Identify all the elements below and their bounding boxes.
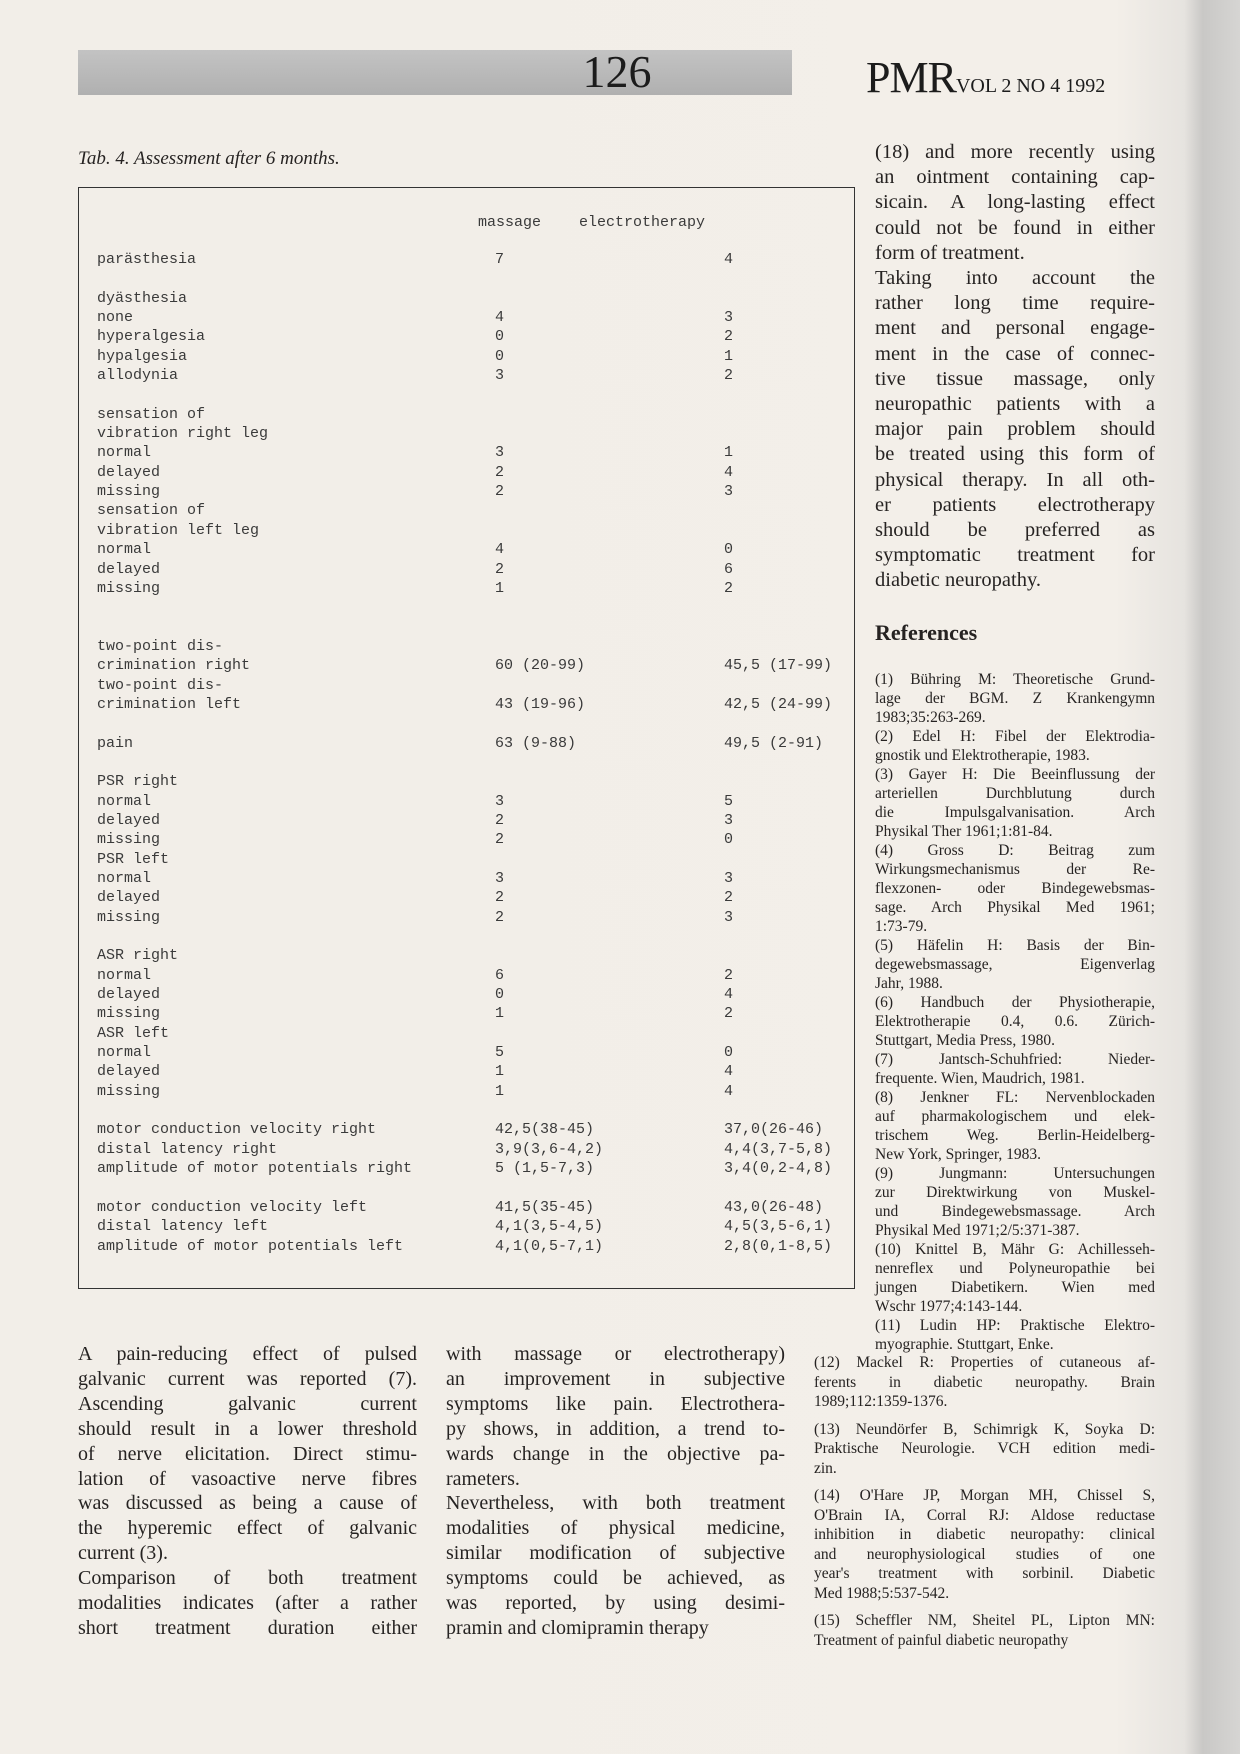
- row-label: hyperalgesia: [97, 328, 206, 346]
- massage-value: 3: [495, 444, 505, 462]
- table-row: [97, 269, 847, 288]
- table-row: [97, 927, 847, 946]
- text-line: (6) Handbuch der Physiotherapie,: [875, 994, 1155, 1011]
- text-line: Treatment of painful diabetic neuropathy: [814, 1631, 1069, 1649]
- text-line: was reported, by using desimi-: [446, 1592, 785, 1615]
- table-row: [97, 540, 847, 559]
- row-label: missing: [97, 908, 161, 926]
- table-body: [97, 250, 847, 1256]
- text-line: should be preferred as: [875, 519, 1155, 542]
- row-label: normal: [97, 966, 152, 984]
- electrotherapy-value: 4,4(3,7-5,8): [724, 1140, 833, 1158]
- reference-item: [814, 1353, 1155, 1412]
- table-row: [97, 385, 847, 404]
- massage-value: 6: [495, 966, 505, 984]
- electrotherapy-value: 2: [724, 966, 734, 984]
- table-row: [97, 695, 847, 714]
- text-line: be treated using this form of: [875, 443, 1155, 466]
- text-line: short treatment duration either: [78, 1616, 417, 1639]
- table-row: [97, 714, 847, 733]
- row-label: normal: [97, 1044, 152, 1062]
- reference-item: [875, 936, 1155, 993]
- reference-item: [814, 1611, 1155, 1650]
- text-line: gnostik und Elektrotherapie, 1983.: [875, 747, 1090, 764]
- electrotherapy-value: 2: [724, 367, 734, 385]
- page-number: 126: [582, 46, 652, 97]
- text-line: New York, Springer, 1983.: [875, 1146, 1042, 1163]
- references-list-b: [814, 1353, 1155, 1658]
- text-line: ment in the case of connec-: [875, 342, 1155, 365]
- massage-value: 0: [495, 328, 505, 346]
- row-label: hypalgesia: [97, 347, 188, 365]
- text-line: with massage or electrotherapy): [446, 1343, 785, 1365]
- text-line: 1989;112:1359-1376.: [814, 1393, 948, 1410]
- text-line: (14) O'Hare JP, Morgan MH, Chissel S,: [814, 1487, 1155, 1504]
- text-line: physical therapy. In all oth-: [875, 468, 1155, 491]
- massage-value: 4,1(3,5-4,5): [495, 1218, 604, 1236]
- paragraph: [875, 140, 1155, 266]
- massage-value: 0: [495, 347, 505, 365]
- text-line: major pain problem should: [875, 418, 1155, 441]
- text-line: wards change in the objective pa-: [446, 1442, 785, 1465]
- text-line: degewebsmassage, Eigenverlag: [875, 956, 1155, 973]
- table-row: [97, 347, 847, 366]
- electrotherapy-value: 4: [724, 986, 734, 1004]
- table-row: [97, 308, 847, 327]
- row-label: sensation of: [97, 502, 206, 520]
- table-row: [97, 1004, 847, 1023]
- electrotherapy-value: 4: [724, 463, 734, 481]
- table-row: [97, 501, 847, 520]
- text-line: of nerve elicitation. Direct stimu-: [78, 1442, 417, 1465]
- massage-value: 0: [495, 986, 505, 1004]
- massage-value: 4,1(0,5-7,1): [495, 1237, 604, 1255]
- text-line: Wschr 1977;4:143-144.: [875, 1298, 1023, 1315]
- text-line: und Bindegewebsmassage. Arch: [875, 1203, 1155, 1220]
- text-line: form of treatment.: [875, 241, 1025, 264]
- column-header-massage: massage: [478, 214, 542, 231]
- journal-issue: VOL 2 NO 4 1992: [955, 75, 1106, 97]
- text-line: rather long time require-: [875, 292, 1155, 315]
- electrotherapy-value: 3,4(0,2-4,8): [724, 1160, 833, 1178]
- massage-value: 2: [495, 831, 505, 849]
- table-row: [97, 734, 847, 753]
- text-line: pramin and clomipramin therapy: [446, 1616, 709, 1639]
- table-row: [97, 618, 847, 637]
- text-line: an ointment containing cap-: [875, 166, 1155, 189]
- text-line: 1983;35:263-269.: [875, 709, 986, 726]
- row-label: ASR right: [97, 947, 179, 965]
- text-line: Stuttgart, Media Press, 1980.: [875, 1032, 1055, 1049]
- row-label: two-point dis-: [97, 676, 224, 694]
- row-label: delayed: [97, 986, 161, 1004]
- text-line: Ascending galvanic current: [78, 1392, 417, 1415]
- text-line: (15) Scheffler NM, Sheitel PL, Lipton MN:: [814, 1612, 1155, 1629]
- text-line: er patients electrotherapy: [875, 493, 1155, 516]
- table-row: [97, 985, 847, 1004]
- reference-item: [875, 1050, 1155, 1088]
- column-header-electrotherapy: electrotherapy: [579, 214, 706, 231]
- electrotherapy-value: 3: [724, 870, 734, 887]
- electrotherapy-value: 4: [724, 1063, 734, 1081]
- electrotherapy-value: 6: [724, 560, 734, 578]
- table-row: [97, 1140, 847, 1159]
- massage-value: 2: [495, 463, 505, 481]
- paragraph: [446, 1342, 785, 1491]
- text-line: (4) Gross D: Beitrag zum: [875, 842, 1155, 859]
- journal-title: [866, 52, 1105, 103]
- text-line: should result in a lower threshold: [78, 1417, 417, 1440]
- table-row: [97, 637, 847, 656]
- massage-value: 7: [495, 251, 505, 268]
- massage-value: 41,5(35-45): [495, 1198, 595, 1216]
- row-label: delayed: [97, 1063, 161, 1081]
- massage-value: 5 (1,5-7,3): [495, 1160, 595, 1178]
- text-line: year's treatment with sorbinil. Diabetic: [814, 1565, 1155, 1582]
- table-row: [97, 656, 847, 675]
- text-line: Comparison of both treatment: [78, 1567, 417, 1590]
- row-label: distal latency right: [97, 1140, 278, 1158]
- text-line: Elektrotherapie 0.4, 0.6. Zürich-: [875, 1013, 1155, 1030]
- electrotherapy-value: 37,0(26-46): [724, 1121, 824, 1139]
- text-line: lation of vasoactive nerve fibres: [78, 1467, 417, 1490]
- row-label: vibration left leg: [97, 521, 260, 539]
- text-line: jungen Diabetikern. Wien med: [875, 1279, 1155, 1296]
- electrotherapy-value: 45,5 (17-99): [724, 657, 833, 675]
- electrotherapy-value: 2: [724, 579, 734, 597]
- text-line: could not be found in either: [875, 216, 1155, 239]
- electrotherapy-value: 4: [724, 251, 734, 268]
- reference-item: [875, 1316, 1155, 1354]
- text-line: symptoms like pain. Electrothera-: [446, 1392, 785, 1415]
- row-label: PSR right: [97, 773, 179, 791]
- table-row: [97, 1101, 847, 1120]
- row-label: normal: [97, 870, 152, 887]
- text-line: myographie. Stuttgart, Enke.: [875, 1336, 1054, 1353]
- paragraph: [78, 1566, 417, 1641]
- table-row: [97, 424, 847, 443]
- table-row: [97, 1062, 847, 1081]
- table-row: [97, 463, 847, 482]
- text-line: (3) Gayer H: Die Beeinflussung der: [875, 766, 1155, 783]
- electrotherapy-value: 42,5 (24-99): [724, 695, 833, 713]
- electrotherapy-value: 1: [724, 347, 734, 365]
- text-line: neuropathic patients with a: [875, 393, 1155, 416]
- table-row: [97, 366, 847, 385]
- journal-name: PMR: [866, 53, 956, 102]
- electrotherapy-value: 0: [724, 541, 734, 559]
- row-label: PSR left: [97, 850, 170, 868]
- massage-value: 3: [495, 792, 505, 810]
- text-line: flexzonen- oder Bindegewebsmas-: [875, 880, 1155, 897]
- table-row: [97, 888, 847, 907]
- text-line: die Impulsgalvanisation. Arch: [875, 804, 1155, 821]
- references-heading: References: [875, 620, 978, 645]
- text-line: A pain-reducing effect of pulsed: [78, 1343, 417, 1365]
- row-label: amplitude of motor potentials left: [97, 1237, 404, 1255]
- text-line: zur Direktwirkung von Muskel-: [875, 1184, 1155, 1201]
- row-label: parästhesia: [97, 251, 197, 268]
- reference-item: [875, 1240, 1155, 1316]
- text-line: rameters.: [446, 1467, 520, 1490]
- text-line: arteriellen Durchblutung durch: [875, 785, 1155, 802]
- electrotherapy-value: 2: [724, 1005, 734, 1023]
- massage-value: 1: [495, 1082, 505, 1100]
- text-line: similar modification of subjective: [446, 1542, 785, 1565]
- row-label: delayed: [97, 463, 161, 481]
- reference-item: [875, 1088, 1155, 1164]
- massage-value: 60 (20-99): [495, 657, 586, 675]
- text-line: (8) Jenkner FL: Nervenblockaden: [875, 1089, 1155, 1106]
- row-label: allodynia: [97, 367, 179, 385]
- row-label: pain: [97, 734, 134, 752]
- row-label: missing: [97, 579, 161, 597]
- table-row: [97, 598, 847, 617]
- table-row: [97, 792, 847, 811]
- row-label: delayed: [97, 560, 161, 578]
- references-list-a: [875, 670, 1155, 1354]
- massage-value: 63 (9-88): [495, 734, 577, 752]
- row-label: two-point dis-: [97, 637, 224, 655]
- text-line: the hyperemic effect of galvanic: [78, 1517, 417, 1540]
- text-line: Wirkungsmechanismus der Re-: [875, 861, 1155, 878]
- electrotherapy-value: 2: [724, 889, 734, 907]
- electrotherapy-value: 2,8(0,1-8,5): [724, 1237, 833, 1255]
- text-line: sicain. A long-lasting effect: [875, 191, 1155, 214]
- right-column-text: [875, 140, 1155, 594]
- massage-value: 3,9(3,6-4,2): [495, 1140, 604, 1158]
- massage-value: 42,5(38-45): [495, 1121, 595, 1139]
- electrotherapy-value: 43,0(26-48): [724, 1198, 824, 1216]
- table-row: [97, 946, 847, 965]
- table-row: [97, 966, 847, 985]
- table-row: [97, 1179, 847, 1198]
- row-label: distal latency left: [97, 1218, 269, 1236]
- table-row: [97, 869, 847, 888]
- electrotherapy-value: 3: [724, 908, 734, 926]
- text-line: modalities indicates (after a rather: [78, 1592, 417, 1615]
- row-label: normal: [97, 541, 152, 559]
- text-line: ferents in diabetic neuropathy. Brain: [814, 1373, 1155, 1391]
- row-label: crimination right: [97, 657, 251, 675]
- table-row: [97, 772, 847, 791]
- text-line: galvanic current was reported (7).: [78, 1367, 417, 1390]
- text-line: (13) Neundörfer B, Schimrigk K, Soyka D:: [814, 1420, 1155, 1438]
- text-line: (12) Mackel R: Properties of cutaneous af-: [814, 1354, 1155, 1371]
- text-line: sage. Arch Physikal Med 1961;: [875, 899, 1155, 916]
- table-row: [97, 753, 847, 772]
- row-label: normal: [97, 444, 152, 462]
- reference-item: [814, 1420, 1155, 1479]
- massage-value: 1: [495, 579, 505, 597]
- row-label: vibration right leg: [97, 425, 269, 443]
- massage-value: 3: [495, 367, 505, 385]
- table-row: [97, 482, 847, 501]
- table-row: [97, 579, 847, 598]
- massage-value: 4: [495, 541, 505, 559]
- row-label: missing: [97, 831, 161, 849]
- table-row: [97, 830, 847, 849]
- text-line: inhibition in diabetic neuropathy: clinical: [814, 1526, 1155, 1543]
- text-line: frequente. Wien, Maudrich, 1981.: [875, 1070, 1085, 1087]
- text-line: symptoms could be achieved, as: [446, 1567, 785, 1590]
- table-row: [97, 676, 847, 695]
- table-row: [97, 1198, 847, 1217]
- massage-value: 2: [495, 560, 505, 578]
- text-line: nenreflex und Polyneuropathie bei: [875, 1260, 1155, 1277]
- table-row: [97, 560, 847, 579]
- table-row: [97, 1043, 847, 1062]
- row-label: missing: [97, 1082, 161, 1100]
- table-row: [97, 1217, 847, 1236]
- body-column-2: [446, 1342, 785, 1641]
- text-line: diabetic neuropathy.: [875, 569, 1042, 592]
- row-label: sensation of: [97, 405, 206, 423]
- massage-value: 2: [495, 889, 505, 907]
- electrotherapy-value: 1: [724, 444, 734, 462]
- text-line: an improvement in subjective: [446, 1367, 785, 1390]
- electrotherapy-value: 3: [724, 483, 734, 501]
- text-line: Physikal Ther 1961;1:81-84.: [875, 823, 1053, 840]
- row-label: missing: [97, 1005, 161, 1023]
- text-line: (1) Bühring M: Theoretische Grund-: [875, 671, 1155, 688]
- massage-value: 5: [495, 1044, 505, 1062]
- table-row: [97, 521, 847, 540]
- paragraph: [78, 1342, 417, 1566]
- row-label: amplitude of motor potentials right: [97, 1160, 413, 1178]
- reference-item: [875, 841, 1155, 936]
- row-label: dyästhesia: [97, 289, 188, 307]
- text-line: (9) Jungmann: Untersuchungen: [875, 1165, 1155, 1182]
- text-line: (11) Ludin HP: Praktische Elektro-: [875, 1317, 1155, 1334]
- massage-value: 4: [495, 309, 505, 327]
- row-label: motor conduction velocity right: [97, 1121, 377, 1139]
- electrotherapy-value: 3: [724, 811, 734, 829]
- text-line: py shows, in addition, a trend to-: [446, 1417, 785, 1440]
- reference-item: [875, 1164, 1155, 1240]
- table-row: [97, 1159, 847, 1178]
- table-row: [97, 1082, 847, 1101]
- table-row: [97, 850, 847, 869]
- reference-item: [875, 993, 1155, 1050]
- massage-value: 2: [495, 483, 505, 501]
- electrotherapy-value: 3: [724, 309, 734, 327]
- body-column-1: [78, 1342, 417, 1641]
- electrotherapy-value: 2: [724, 328, 734, 346]
- reference-item: [875, 765, 1155, 841]
- paragraph: [875, 266, 1155, 594]
- text-line: Med 1988;5:537-542.: [814, 1584, 950, 1602]
- table-row: [97, 908, 847, 927]
- electrotherapy-value: 4,5(3,5-6,1): [724, 1218, 833, 1236]
- text-line: Praktische Neurologie. VCH edition medi-: [814, 1440, 1155, 1457]
- row-label: ASR left: [97, 1024, 170, 1042]
- text-line: (5) Häfelin H: Basis der Bin-: [875, 937, 1155, 954]
- text-line: zin.: [814, 1459, 837, 1477]
- text-line: (7) Jantsch-Schuhfried: Nieder-: [875, 1051, 1155, 1068]
- row-label: motor conduction velocity left: [97, 1198, 368, 1216]
- text-line: and neurophysiological studies of one: [814, 1545, 1155, 1563]
- row-label: crimination left: [97, 695, 242, 713]
- text-line: lage der BGM. Z Krankengymn: [875, 690, 1155, 707]
- massage-value: 1: [495, 1005, 505, 1023]
- table-row: [97, 289, 847, 308]
- row-label: delayed: [97, 811, 161, 829]
- electrotherapy-value: 4: [724, 1082, 734, 1100]
- text-line: 1:73-79.: [875, 918, 928, 935]
- text-line: Nevertheless, with both treatment: [446, 1492, 785, 1515]
- table-row: [97, 405, 847, 424]
- reference-item: [875, 670, 1155, 727]
- electrotherapy-value: 0: [724, 831, 734, 849]
- row-label: delayed: [97, 889, 161, 907]
- reference-item: [875, 727, 1155, 765]
- table-row: [97, 443, 847, 462]
- reference-item: [814, 1486, 1155, 1603]
- text-line: Physikal Med 1971;2/5:371-387.: [875, 1222, 1080, 1239]
- text-line: modalities of physical medicine,: [446, 1517, 785, 1540]
- row-label: normal: [97, 792, 152, 810]
- electrotherapy-value: 49,5 (2-91): [724, 734, 824, 752]
- text-line: Taking into account the: [875, 267, 1155, 290]
- text-line: (2) Edel H: Fibel der Elektrodia-: [875, 728, 1155, 745]
- electrotherapy-value: 5: [724, 792, 734, 810]
- text-line: auf pharmakologischem und elek-: [875, 1108, 1155, 1125]
- massage-value: 2: [495, 811, 505, 829]
- text-line: symptomatic treatment for: [875, 544, 1155, 567]
- text-line: Jahr, 1988.: [875, 975, 943, 992]
- text-line: tive tissue massage, only: [875, 367, 1155, 390]
- text-line: was discussed as being a cause of: [78, 1492, 417, 1515]
- massage-value: 43 (19-96): [495, 695, 586, 713]
- text-line: (18) and more recently using: [875, 141, 1155, 163]
- text-line: O'Brain IA, Corral RJ: Aldose reductase: [814, 1506, 1155, 1524]
- row-label: missing: [97, 483, 161, 501]
- electrotherapy-value: 0: [724, 1044, 734, 1062]
- table-caption: Tab. 4. Assessment after 6 months.: [78, 148, 340, 169]
- text-line: (10) Knittel B, Mähr G: Achillesseh-: [875, 1241, 1155, 1258]
- table-row: [97, 327, 847, 346]
- massage-value: 1: [495, 1063, 505, 1081]
- table-row: [97, 811, 847, 830]
- table-row: [97, 1120, 847, 1139]
- table-row: [97, 1237, 847, 1256]
- text-line: trischem Weg. Berlin-Heidelberg-: [875, 1127, 1155, 1144]
- text-line: current (3).: [78, 1542, 168, 1565]
- massage-value: 2: [495, 908, 505, 926]
- table-row: [97, 1024, 847, 1043]
- massage-value: 3: [495, 870, 505, 887]
- row-label: none: [97, 309, 134, 327]
- table-row: [97, 250, 847, 269]
- text-line: ment and personal engage-: [875, 317, 1155, 340]
- paragraph: [446, 1491, 785, 1640]
